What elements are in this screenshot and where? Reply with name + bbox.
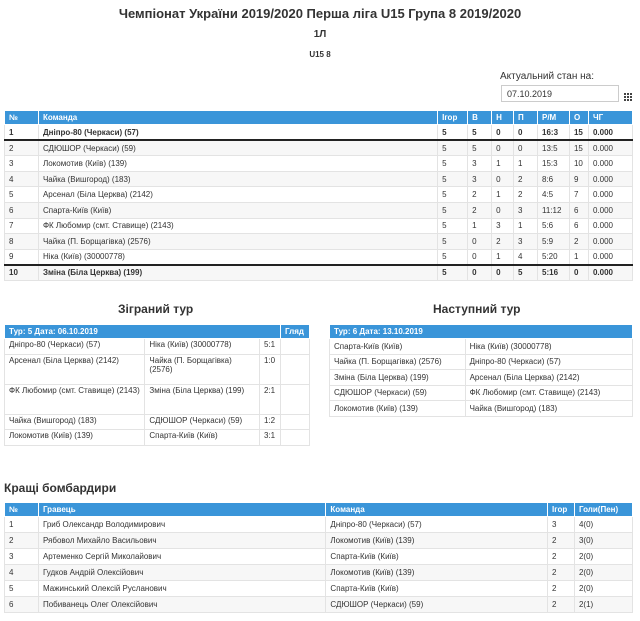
goals-cell: 11:12 xyxy=(538,202,570,218)
scorer-row xyxy=(5,533,633,549)
scorer-games-cell: 2 xyxy=(548,597,575,613)
played-match-row xyxy=(5,339,310,355)
standings-row xyxy=(5,125,633,141)
col-wins[interactable]: В xyxy=(468,111,492,125)
standings-header-row xyxy=(5,111,633,125)
watch-cell xyxy=(280,354,309,384)
chg-cell: 0.000 xyxy=(588,265,632,281)
next-match-row xyxy=(330,401,633,417)
scorer-goals-cell: 3(0) xyxy=(574,533,632,549)
chg-cell: 0.000 xyxy=(588,202,632,218)
games-cell: 5 xyxy=(438,265,468,281)
col-player[interactable]: Гравець xyxy=(38,503,325,517)
goals-cell: 5:20 xyxy=(538,249,570,265)
player-cell[interactable]: Гудков Андрій Олексійович xyxy=(38,565,325,581)
rank-cell: 10 xyxy=(5,265,39,281)
scorer-team-cell[interactable]: Локомотив (Київ) (139) xyxy=(326,565,548,581)
wins-cell: 1 xyxy=(468,218,492,234)
next-match-row xyxy=(330,339,633,355)
standings-row xyxy=(5,249,633,265)
scorer-team-cell[interactable]: Дніпро-80 (Черкаси) (57) xyxy=(326,517,548,533)
games-cell: 5 xyxy=(438,249,468,265)
wins-cell: 2 xyxy=(468,202,492,218)
rank-cell: 9 xyxy=(5,249,39,265)
top-scorers-table xyxy=(4,502,633,613)
standings-row xyxy=(5,156,633,172)
page-title: Чемпіонат України 2019/2020 Перша ліга U15 Група 8 2019/2020 xyxy=(118,6,522,21)
next-match-row xyxy=(330,385,633,401)
scorer-row xyxy=(5,565,633,581)
chg-cell: 0.000 xyxy=(588,156,632,172)
goals-cell: 8:6 xyxy=(538,171,570,187)
score-cell[interactable]: 2:1 xyxy=(260,384,281,414)
scorer-team-cell[interactable]: СДЮШОР (Черкаси) (59) xyxy=(326,597,548,613)
games-cell: 5 xyxy=(438,234,468,250)
scorer-row xyxy=(5,597,633,613)
score-cell[interactable]: 1:0 xyxy=(260,354,281,384)
next-header-row xyxy=(330,325,633,339)
player-cell[interactable]: Рябовол Михайло Васильович xyxy=(38,533,325,549)
scorer-goals-cell: 2(1) xyxy=(574,597,632,613)
scorer-row xyxy=(5,581,633,597)
scorer-games-cell: 2 xyxy=(548,549,575,565)
chg-cell: 0.000 xyxy=(588,171,632,187)
losses-cell: 0 xyxy=(514,140,538,156)
home-team-cell[interactable]: Дніпро-80 (Черкаси) (57) xyxy=(5,339,145,355)
points-cell: 10 xyxy=(569,156,588,172)
score-cell[interactable]: 3:1 xyxy=(260,430,281,446)
home-team-cell[interactable]: Локомотив (Київ) (139) xyxy=(5,430,145,446)
scorer-team-cell[interactable]: Спарта-Київ (Київ) xyxy=(326,581,548,597)
col-watch: Гляд xyxy=(280,325,309,339)
chg-cell: 0.000 xyxy=(588,218,632,234)
state-date-label: Актуальний стан на: xyxy=(500,71,595,82)
player-cell[interactable]: Артеменко Сергій Миколайович xyxy=(38,549,325,565)
home-team-cell[interactable]: Локомотив (Київ) (139) xyxy=(330,401,466,417)
scorer-goals-cell: 2(0) xyxy=(574,581,632,597)
away-team-cell[interactable]: ФК Любомир (смт. Ставище) (2143) xyxy=(465,385,632,401)
wins-cell: 3 xyxy=(468,171,492,187)
standings-table xyxy=(4,110,633,281)
team-cell[interactable]: ФК Любомир (смт. Ставище) (2143) xyxy=(38,218,437,234)
wins-cell: 2 xyxy=(468,187,492,203)
wins-cell: 5 xyxy=(468,140,492,156)
wins-cell: 0 xyxy=(468,234,492,250)
player-cell[interactable]: Мажинський Олексій Русланович xyxy=(38,581,325,597)
wins-cell: 0 xyxy=(468,249,492,265)
points-cell: 9 xyxy=(569,171,588,187)
col-losses[interactable]: П xyxy=(514,111,538,125)
team-cell[interactable]: Арсенал (Біла Церква) (2142) xyxy=(38,187,437,203)
home-team-cell[interactable]: Чайка (Вишгород) (183) xyxy=(5,414,145,430)
standings-row xyxy=(5,187,633,203)
team-cell[interactable]: Чайка (Вишгород) (183) xyxy=(38,171,437,187)
games-cell: 5 xyxy=(438,140,468,156)
played-match-row xyxy=(5,414,310,430)
draws-cell: 1 xyxy=(492,156,514,172)
losses-cell: 1 xyxy=(514,156,538,172)
rank-cell: 8 xyxy=(5,234,39,250)
draws-cell: 1 xyxy=(492,187,514,203)
next-round-header: Тур: 6 Дата: 13.10.2019 xyxy=(330,325,633,339)
played-match-row xyxy=(5,430,310,446)
points-cell: 7 xyxy=(569,187,588,203)
home-team-cell[interactable]: Зміна (Біла Церква) (199) xyxy=(330,370,466,386)
played-match-row xyxy=(5,384,310,414)
next-match-row xyxy=(330,370,633,386)
standings-row xyxy=(5,234,633,250)
scorer-row xyxy=(5,517,633,533)
league-code: 1Л xyxy=(313,29,327,40)
scorer-games-cell: 3 xyxy=(548,517,575,533)
goals-cell: 5:6 xyxy=(538,218,570,234)
goals-cell: 15:3 xyxy=(538,156,570,172)
away-team-cell[interactable]: Чайка (П. Борщагівка) (2576) xyxy=(145,354,260,384)
goals-cell: 5:9 xyxy=(538,234,570,250)
watch-cell xyxy=(280,430,309,446)
losses-cell: 0 xyxy=(514,125,538,141)
losses-cell: 4 xyxy=(514,249,538,265)
col-scorer-goals[interactable]: Голи(Пен) xyxy=(574,503,632,517)
scorers-header-row xyxy=(5,503,633,517)
home-team-cell[interactable]: ФК Любомир (смт. Ставище) (2143) xyxy=(5,384,145,414)
goals-cell: 13:5 xyxy=(538,140,570,156)
goals-cell: 5:16 xyxy=(538,265,570,281)
standings-row xyxy=(5,140,633,156)
points-cell: 1 xyxy=(569,249,588,265)
away-team-cell[interactable]: Зміна (Біла Церква) (199) xyxy=(145,384,260,414)
draws-cell: 0 xyxy=(492,171,514,187)
state-date-input[interactable] xyxy=(501,85,619,102)
standings-row xyxy=(5,265,633,281)
played-header-row xyxy=(5,325,310,339)
score-cell[interactable]: 1:2 xyxy=(260,414,281,430)
standings-row xyxy=(5,171,633,187)
chg-cell: 0.000 xyxy=(588,125,632,141)
away-team-cell[interactable]: Ніка (Київ) (30000778) xyxy=(465,339,632,355)
scorer-row xyxy=(5,549,633,565)
wins-cell: 3 xyxy=(468,156,492,172)
chg-cell: 0.000 xyxy=(588,249,632,265)
away-team-cell[interactable]: СДЮШОР (Черкаси) (59) xyxy=(145,414,260,430)
away-team-cell[interactable]: Спарта-Київ (Київ) xyxy=(145,430,260,446)
team-cell[interactable]: СДЮШОР (Черкаси) (59) xyxy=(38,140,437,156)
scorer-rank-cell: 1 xyxy=(5,517,39,533)
losses-cell: 3 xyxy=(514,234,538,250)
games-cell: 5 xyxy=(438,156,468,172)
standings-row xyxy=(5,202,633,218)
next-round-table xyxy=(329,324,633,417)
draws-cell: 1 xyxy=(492,249,514,265)
team-cell[interactable]: Чайка (П. Борщагівка) (2576) xyxy=(38,234,437,250)
losses-cell: 2 xyxy=(514,171,538,187)
away-team-cell[interactable]: Арсенал (Біла Церква) (2142) xyxy=(465,370,632,386)
games-cell: 5 xyxy=(438,125,468,141)
scorer-rank-cell: 4 xyxy=(5,565,39,581)
col-num[interactable]: № xyxy=(5,111,39,125)
col-points[interactable]: О xyxy=(569,111,588,125)
col-scorer-team[interactable]: Команда xyxy=(326,503,548,517)
col-scorer-num[interactable]: № xyxy=(5,503,39,517)
scorer-goals-cell: 2(0) xyxy=(574,565,632,581)
top-scorers-title: Кращі бомбардири xyxy=(4,481,117,495)
col-goals[interactable]: Р/М xyxy=(538,111,570,125)
points-cell: 2 xyxy=(569,234,588,250)
next-match-row xyxy=(330,354,633,370)
losses-cell: 1 xyxy=(514,218,538,234)
draws-cell: 2 xyxy=(492,234,514,250)
losses-cell: 5 xyxy=(514,265,538,281)
played-round-table xyxy=(4,324,310,446)
played-round-header: Тур: 5 Дата: 06.10.2019 xyxy=(5,325,281,339)
player-cell[interactable]: Побиванець Олег Олексійович xyxy=(38,597,325,613)
calendar-icon[interactable] xyxy=(624,93,632,101)
away-team-cell[interactable]: Чайка (Вишгород) (183) xyxy=(465,401,632,417)
chg-cell: 0.000 xyxy=(588,187,632,203)
home-team-cell[interactable]: Спарта-Київ (Київ) xyxy=(330,339,466,355)
played-match-row xyxy=(5,354,310,384)
team-cell[interactable]: Спарта-Київ (Київ) xyxy=(38,202,437,218)
points-cell: 6 xyxy=(569,202,588,218)
draws-cell: 0 xyxy=(492,140,514,156)
games-cell: 5 xyxy=(438,202,468,218)
draws-cell: 0 xyxy=(492,125,514,141)
home-team-cell[interactable]: Арсенал (Біла Церква) (2142) xyxy=(5,354,145,384)
scorer-rank-cell: 3 xyxy=(5,549,39,565)
rank-cell: 3 xyxy=(5,156,39,172)
home-team-cell[interactable]: СДЮШОР (Черкаси) (59) xyxy=(330,385,466,401)
rank-cell: 5 xyxy=(5,187,39,203)
points-cell: 15 xyxy=(569,140,588,156)
rank-cell: 6 xyxy=(5,202,39,218)
next-round-title: Наступний тур xyxy=(433,302,521,316)
col-games[interactable]: Ігор xyxy=(438,111,468,125)
group-code: U15 8 xyxy=(309,50,331,59)
scorer-games-cell: 2 xyxy=(548,533,575,549)
rank-cell: 1 xyxy=(5,125,39,141)
scorer-goals-cell: 4(0) xyxy=(574,517,632,533)
points-cell: 6 xyxy=(569,218,588,234)
played-round-title: Зіграний тур xyxy=(118,302,194,316)
col-draws[interactable]: Н xyxy=(492,111,514,125)
scorer-rank-cell: 5 xyxy=(5,581,39,597)
score-cell[interactable]: 5:1 xyxy=(260,339,281,355)
rank-cell: 7 xyxy=(5,218,39,234)
col-scorer-games[interactable]: Ігор xyxy=(548,503,575,517)
team-cell[interactable]: Ніка (Київ) (30000778) xyxy=(38,249,437,265)
team-cell[interactable]: Зміна (Біла Церква) (199) xyxy=(38,265,437,281)
wins-cell: 5 xyxy=(468,125,492,141)
away-team-cell[interactable]: Дніпро-80 (Черкаси) (57) xyxy=(465,354,632,370)
rank-cell: 4 xyxy=(5,171,39,187)
games-cell: 5 xyxy=(438,187,468,203)
home-team-cell[interactable]: Чайка (П. Борщагівка) (2576) xyxy=(330,354,466,370)
losses-cell: 3 xyxy=(514,202,538,218)
points-cell: 0 xyxy=(569,265,588,281)
scorer-team-cell[interactable]: Спарта-Київ (Київ) xyxy=(326,549,548,565)
team-cell[interactable]: Локомотив (Київ) (139) xyxy=(38,156,437,172)
goals-cell: 4:5 xyxy=(538,187,570,203)
points-cell: 15 xyxy=(569,125,588,141)
losses-cell: 2 xyxy=(514,187,538,203)
watch-cell xyxy=(280,339,309,355)
scorer-goals-cell: 2(0) xyxy=(574,549,632,565)
draws-cell: 0 xyxy=(492,265,514,281)
games-cell: 5 xyxy=(438,171,468,187)
col-team[interactable]: Команда xyxy=(38,111,437,125)
chg-cell: 0.000 xyxy=(588,140,632,156)
games-cell: 5 xyxy=(438,218,468,234)
scorer-rank-cell: 2 xyxy=(5,533,39,549)
scorer-games-cell: 2 xyxy=(548,565,575,581)
away-team-cell[interactable]: Ніка (Київ) (30000778) xyxy=(145,339,260,355)
rank-cell: 2 xyxy=(5,140,39,156)
goals-cell: 16:3 xyxy=(538,125,570,141)
watch-cell xyxy=(280,414,309,430)
team-cell[interactable]: Дніпро-80 (Черкаси) (57) xyxy=(38,125,437,141)
scorer-games-cell: 2 xyxy=(548,581,575,597)
wins-cell: 0 xyxy=(468,265,492,281)
col-chg[interactable]: ЧГ xyxy=(588,111,632,125)
scorer-team-cell[interactable]: Локомотив (Київ) (139) xyxy=(326,533,548,549)
player-cell[interactable]: Гриб Олександр Володимирович xyxy=(38,517,325,533)
draws-cell: 3 xyxy=(492,218,514,234)
chg-cell: 0.000 xyxy=(588,234,632,250)
standings-row xyxy=(5,218,633,234)
scorer-rank-cell: 6 xyxy=(5,597,39,613)
draws-cell: 0 xyxy=(492,202,514,218)
watch-cell xyxy=(280,384,309,414)
